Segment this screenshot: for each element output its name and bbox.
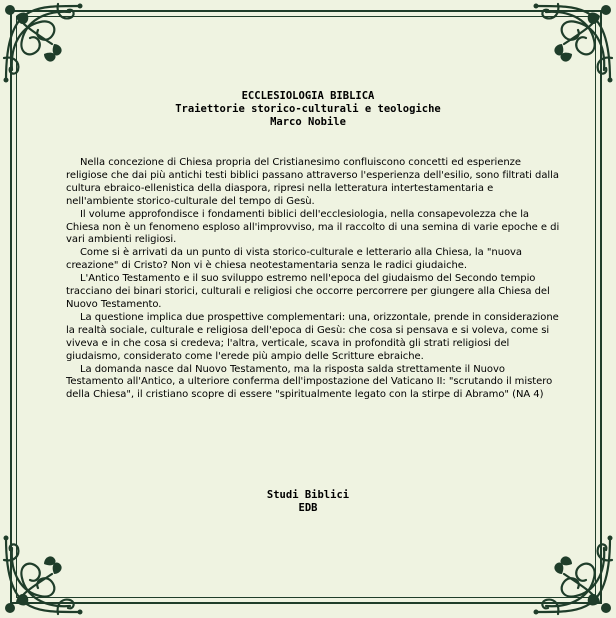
ornamental-corner-icon	[0, 532, 86, 618]
description-paragraph: L'Antico Testamento e il suo sviluppo estremo nell'epoca del giudaismo del Secondo tempio tracciano dei binari storici, culturali e religiosi che occorre percorrere per giungere alla Chiesa del Nuovo Testamento.	[66, 273, 550, 310]
description-paragraph: La domanda nasce dal Nuovo Testamento, ma la risposta salda strettamente il Nuovo Testamento all'Antico, a ulteriore conferma dell'impostazione del Vaticano II: "scrutando il mistero della Chiesa", il cristiano scopre di essere "spiritualmente legato con la stirpe di Abramo" (NA 4)	[66, 363, 553, 401]
description-paragraph: Nella concezione di Chiesa propria del Cristianesimo confluiscono concetti ed esperienze religiose che dai più antichi testi biblici passano attraverso l'esperienza dell'esilio, sono filtrati dalla cultura ebraico-ellenistica della diaspora, ripresi nella letteratura intertestamentaria e nell'ambiente storico-culturale del tempo di Gesù.	[66, 157, 559, 207]
description-paragraph: Come si è arrivati da un punto di vista storico-culturale e letterario alla Chiesa, la "nuova creazione" di Cristo? Non vi è chiesa neotestamentaria senza le radici giudaiche.	[66, 247, 523, 272]
ornamental-corner-icon	[0, 0, 86, 86]
description-paragraph: La questione implica due prospettive complementari: una, orizzontale, prende in considerazione la realtà sociale, culturale e religiosa dell'epoca di Gesù: che cosa si pensava e si voleva, come si viveva e in che cosa si credeva; l'altra, verticale, scava in profondità gli strati religiosi del giudaismo, considerato come l'erede più ampio delle Scritture ebraiche.	[66, 311, 559, 362]
book-subtitle: Traiettorie storico-culturali e teologiche	[175, 103, 441, 115]
ornamental-corner-icon	[530, 532, 616, 618]
series-name: Studi Biblici	[266, 489, 350, 501]
book-footer	[0, 489, 616, 515]
book-title: ECCLESIOLOGIA BIBLICA	[241, 90, 375, 102]
book-description	[66, 157, 560, 402]
publisher-name: EDB	[298, 502, 318, 514]
ornamental-corner-icon	[530, 0, 616, 86]
book-author: Marco Nobile	[270, 116, 346, 128]
description-paragraph: Il volume approfondisce i fondamenti biblici dell'ecclesiologia, nella consapevolezza che la Chiesa non è un fenomeno esploso all'improvviso, ma il raccolto di una semina di varie epoche e di vari ambienti religiosi.	[66, 208, 560, 246]
book-header	[0, 90, 616, 129]
